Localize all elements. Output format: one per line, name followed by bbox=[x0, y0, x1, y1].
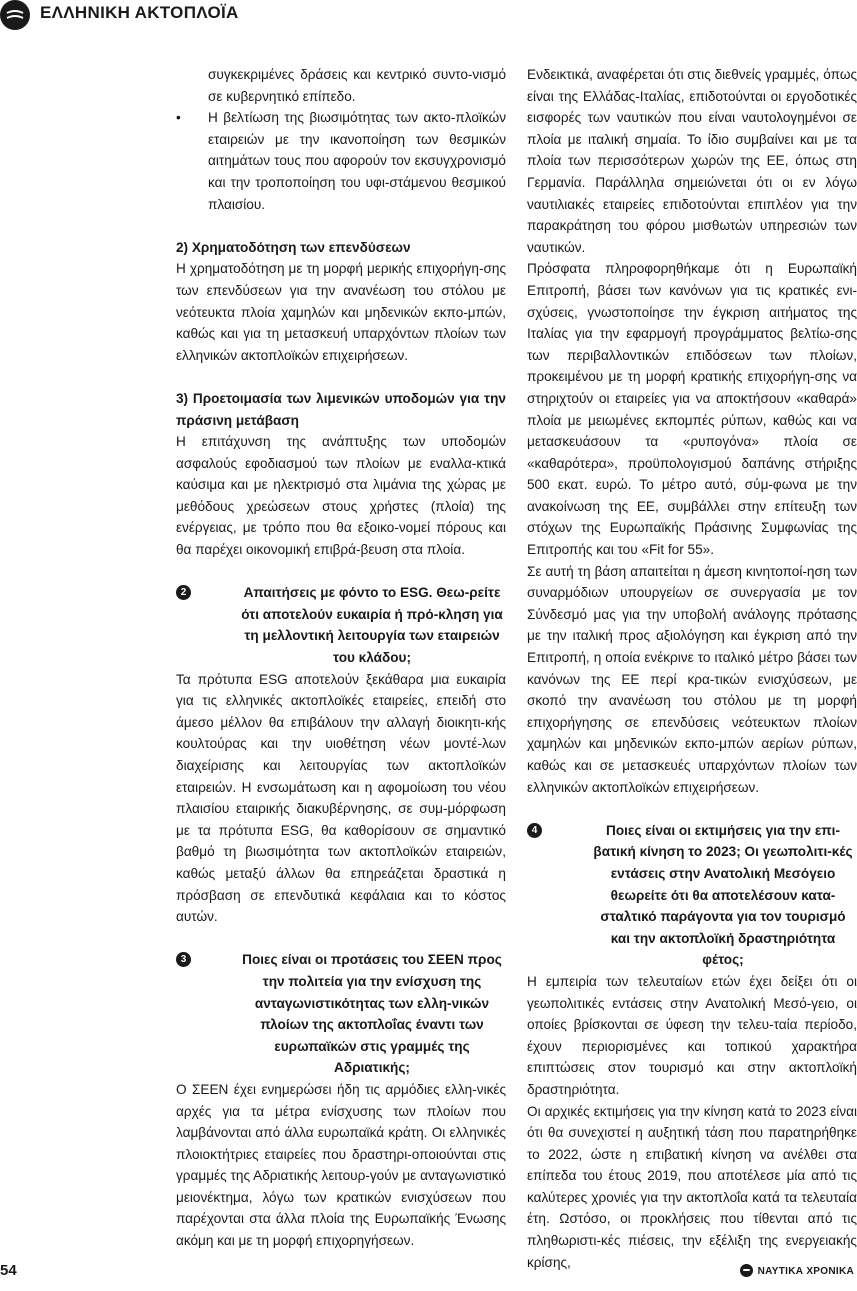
page-number: 54 bbox=[0, 1262, 17, 1279]
question-text: Ποιες είναι οι εκτιμήσεις για την επι-βατική κίνηση το 2023; Οι γεωπολιτι-κές εντάσεις στην Ανατολική Μεσόγειο θεωρείτε ότι θα αποτελέσουν κατα-σταλτικό παράγοντα για τον τουρισμό και την ακτοπλοϊκή δραστηριότητα φέτος; bbox=[593, 822, 853, 968]
answer-paragraph: Η εμπειρία των τελευταίων ετών έχει δείξει ότι οι γεωπολιτικές εντάσεις στην Ανατολική Μεσό-γειο, οι οποίες βρίσκονται σε ύφεση την τελευ-ταία περίοδο, έχουν περιορισμένες και τοπικού χαρακτήρα επιπτώσεις στον τουρισμό και στην ακτοπλοϊκή δραστηριότητα. bbox=[527, 973, 857, 1097]
question-text: Ποιες είναι οι προτάσεις του ΣΕΕΝ προς την πολιτεία για την ενίσχυση της ανταγωνιστικότητας των ελλη-νικών πλοίων της ακτοπλοΐας έναντι των ευρωπαϊκών στις γραμμές της Αδριατικής; bbox=[242, 952, 502, 1076]
bullet-text: Η βελτίωση της βιωσιμότητας των ακτο-πλοϊκών εταιρειών με την ικανοποίηση των θεσμικών αιτημάτων τους που αφορούν τον εκσυγχρονισμό και την τροποποίηση του υφι-στάμενου θεσμικού πλαισίου. bbox=[208, 110, 506, 212]
brand-name: ΝΑΥΤΙΚΑ ΧΡΟΝΙΚΑ bbox=[757, 1266, 854, 1277]
magazine-logo-icon bbox=[0, 0, 30, 30]
paragraph: Σε αυτή τη βάση απαιτείται η άμεση κινητοποί-ηση των συναρμόδιων υπουργείων σε συνεργασία με τον Σύνδεσμό μας για την υποβολή ανάλογης πρότασης με την ιταλική προς αξιολόγηση και έγκριση από την Επιτροπή, η οποία ενέκρινε το ιταλικό μέτρο βάσει των κανόνων της ΕΕ περί κρα-τικών ενισχύσεων, με σκοπό την ανανέωση του στόλου με τη μορφή επιχορήγησης σε επενδύσεις νεότευκτων πλοίων χαμηλών και μηδενικών εκπο-μπών αερίων ρύπων, καθώς και σε μετασκευές υπαρχόντων πλοίων των ελληνικών ακτοπλοϊκών επιχειρήσεων. bbox=[527, 563, 857, 795]
subheading: 3) Προετοιμασία των λιμενικών υποδομών για την πράσινη μετάβαση bbox=[176, 390, 506, 428]
question-heading bbox=[527, 820, 857, 971]
right-column bbox=[527, 64, 857, 1273]
paragraph: Πρόσφατα πληροφορηθήκαμε ότι η Ευρωπαϊκή Επιτροπή, βάσει των κανόνων για τις κρατικές ενι-σχύσεις, γνωστοποίησε την έγκριση αιτήματος της Ιταλίας για την εφαρμογή προγράμματος βελτίω-σης των περιβαλλοντικών επιδόσεων των πλοίων, προκειμένου με τη μορφή κρατικής επιχορήγη-σης να στηριχτούν οι εταιρείες για να αποκτήσουν «καθαρά» πλοία με μειωμένες εκπομπές ρύπων, καθώς και να μετασκευάσουν τα «ρυπογόνα» πλοία σε «καθαρότερα», προϋπολογισμού δαπάνης στήριξης 500 εκατ. ευρώ. Το μέτρο αυτό, σύμ-φωνα με την ανακοίνωση της ΕΕ, συμβάλλει στην επίτευξη των στόχων της Ευρωπαϊκής Πράσινης Συμφωνίας της Επιτροπής και του «Fit for 55». bbox=[527, 261, 857, 558]
footer-brand bbox=[740, 1264, 854, 1277]
paragraph: Η χρηματοδότηση με τη μορφή μερικής επιχορήγη-σης των επενδύσεων για την ανανέωση του στόλου με νεότευκτα πλοία χαμηλών και μηδενικών εκπο-μπών, καθώς και για τη μετασκευή υπαρχόντων πλοίων των ελληνικών ακτοπλοϊκών επιχειρήσεων. bbox=[176, 261, 506, 363]
left-column bbox=[176, 64, 506, 1252]
page-header bbox=[0, 0, 857, 30]
answer-paragraph: Τα πρότυπα ESG αποτελούν ξεκάθαρα μια ευκαιρία για τις ελληνικές ακτοπλοϊκές εταιρείες, επειδή στο άμεσο μέλλον θα επιβάλουν την αλλαγή διοικητι-κής κουλτούρας και την υιοθέτηση νέων μοντέ-λων διαχείρισης και λειτουργίας των ακτοπλοϊκών εταιρειών. Η ενσωμάτωση και η αφομοίωση του νέου πλαισίου εταιρικής διακυβέρνησης, σε συμ-μόρφωση με τα πρότυπα ESG, θα καθορίσουν σε σημαντικό βαθμό τη βιωσιμότητα των ακτοπλοϊκών εταιρειών, καθώς μεταξύ άλλων θα επηρεάζεται δραστικά η πρόσβαση σε επενδυτικά κεφάλαια και το κόστος αυτών. bbox=[176, 671, 506, 925]
paragraph: Ενδεικτικά, αναφέρεται ότι στις διεθνείς γραμμές, όπως είναι της Ελλάδας-Ιταλίας, επιδοτούνται οι εργοδοτικές εισφορές των ναυτικών που είναι ναυτολογημένοι σε πλοία με ιταλική σημαία. Το ίδιο συμβαίνει και με τα πλοία των περισσότερων χωρών της ΕΕ, όπως στη Γερμανία. Παράλληλα σημειώνεται ότι οι εν λόγω ναυτιλιακές εταιρείες επιδοτούνται επιπλέον για την παρακράτηση του φόρου μισθωτών υπηρεσιών των ναυτικών. bbox=[527, 67, 857, 255]
question-number-icon: 2 bbox=[176, 585, 191, 600]
subheading: 2) Χρηματοδότηση των επενδύσεων bbox=[176, 239, 411, 255]
answer-paragraph: Οι αρχικές εκτιμήσεις για την κίνηση κατά το 2023 είναι ότι θα συνεχιστεί η αυξητική τάση που παρατηρήθηκε το 2022, ώστε η επιβατική κίνηση να ανέλθει στα επίπεδα του έτους 2019, που αποτέλεσε μία από τις καλύτερες χρονιές για την ακτοπλοΐα κατά τα τελευταία έτη. Ωστόσο, οι προκλήσεις που τίθενται από τις πληθωριστι-κές πιέσεις, την εξέλιξη της ενεργειακής κρίσης, bbox=[527, 1103, 857, 1270]
section-title: ΕΛΛΗΝΙΚΗ ΑΚΤΟΠΛΟΪΑ bbox=[40, 3, 239, 22]
paragraph: Η επιτάχυνση της ανάπτυξης των υποδομών ασφαλούς εφοδιασμού των πλοίων με εναλλα-κτικά καύσιμα και με ηλεκτρισμό στα λιμάνια της χώρας με μεθόδους χρεώσεων στους χρήστες (πλοία) της ενέργειας, με τρόπο που θα εξοικο-νομεί πόρους και θα παρέχει οικονομική επιβρά-βευση στα πλοία. bbox=[176, 434, 506, 558]
bullet-item bbox=[176, 107, 506, 215]
question-number-icon: 4 bbox=[527, 823, 542, 838]
question-heading bbox=[176, 582, 506, 668]
question-number-icon: 3 bbox=[176, 952, 191, 967]
paragraph: συγκεκριμένες δράσεις και κεντρικό συντο-νισμό σε κυβερνητικό επίπεδο. bbox=[208, 67, 506, 104]
question-heading bbox=[176, 949, 506, 1079]
brand-logo-icon bbox=[740, 1264, 753, 1277]
question-text: Απαιτήσεις με φόντο το ESG. Θεω-ρείτε ότι αποτελούν ευκαιρία ή πρό-κληση για τη μελλοντική λειτουργία των εταιρειών του κλάδου; bbox=[241, 585, 503, 666]
answer-paragraph: Ο ΣΕΕΝ έχει ενημερώσει ήδη τις αρμόδιες ελλη-νικές αρχές για τα μέτρα ενίσχυσης των πλοίων που λαμβάνονται από άλλα ευρωπαϊκά κράτη. Οι ελληνικές πλοιοκτήτριες εταιρείες που δραστηρι-οποιούνται στις γραμμές της Αδριατικής λειτουρ-γούν με ανταγωνιστικό μειονέκτημα, λόγω των κρατικών ενισχύσεων που παρέχονται στα άλλα πλοία της Ευρωπαϊκής Ένωσης ακόμη και με τη μορφή επιχορηγήσεων. bbox=[176, 1081, 506, 1249]
bullet-icon: • bbox=[176, 110, 181, 126]
